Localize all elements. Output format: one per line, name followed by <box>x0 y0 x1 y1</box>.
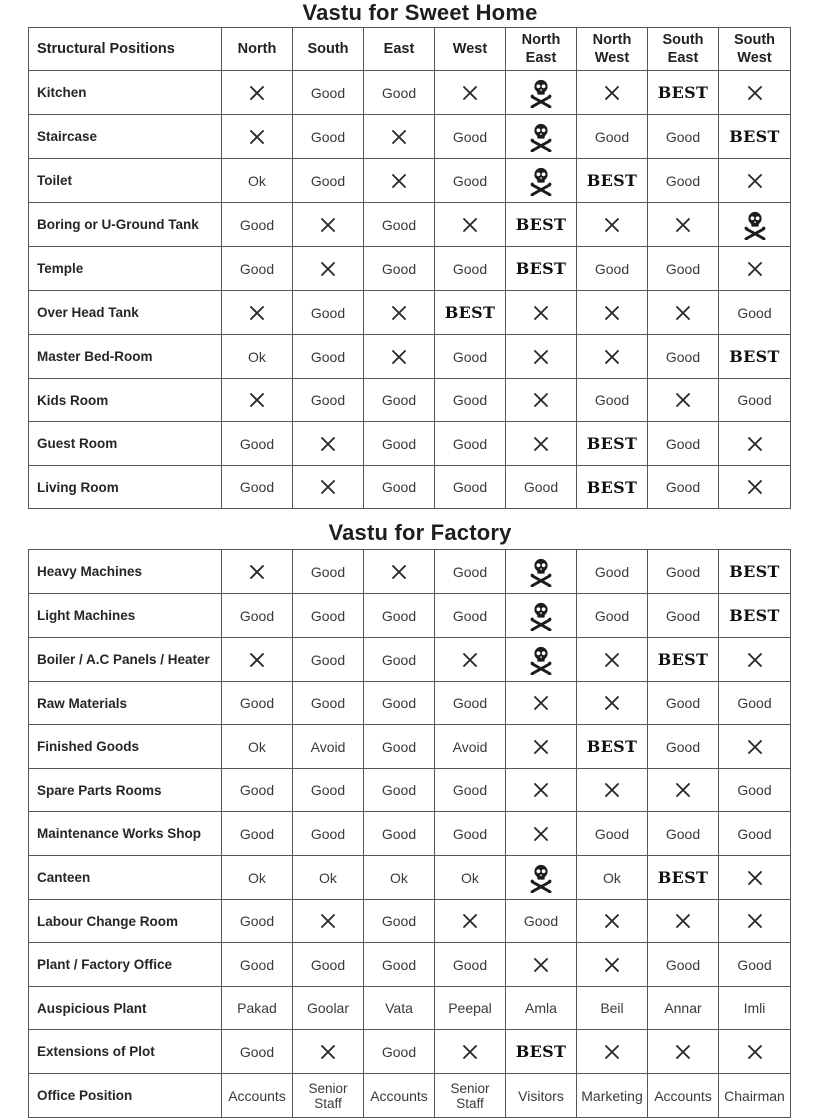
cross-icon <box>719 856 791 900</box>
rating-cell: Marketing <box>577 1074 648 1118</box>
cross-icon <box>577 335 648 379</box>
rating-cell: Good <box>222 812 293 856</box>
home-row <box>29 159 791 203</box>
cross-icon <box>222 550 293 594</box>
cross-icon <box>364 159 435 203</box>
cross-icon <box>364 291 435 335</box>
home-row <box>29 379 791 422</box>
cross-icon <box>222 379 293 422</box>
cross-icon <box>293 900 364 943</box>
factory-vastu-table <box>28 549 791 1118</box>
rating-cell: BEST <box>506 247 577 291</box>
factory-row <box>29 1030 791 1074</box>
rating-cell: Good <box>719 769 791 812</box>
cross-icon <box>506 422 577 466</box>
rating-cell: Good <box>719 379 791 422</box>
factory-row <box>29 1074 791 1118</box>
rating-cell: Good <box>719 812 791 856</box>
factory-row <box>29 769 791 812</box>
rating-cell: Annar <box>648 987 719 1030</box>
rating-cell: Good <box>364 422 435 466</box>
cross-icon <box>364 335 435 379</box>
rating-cell: Accounts <box>222 1074 293 1118</box>
rating-cell: Good <box>293 812 364 856</box>
cross-icon <box>648 900 719 943</box>
rating-cell: Ok <box>364 856 435 900</box>
skull-icon <box>506 115 577 159</box>
home-table-title: Vastu for Sweet Home <box>302 0 538 25</box>
rating-cell: Good <box>506 466 577 509</box>
rating-cell: BEST <box>577 422 648 466</box>
row-label: Extensions of Plot <box>29 1030 222 1074</box>
home-vastu-table <box>28 27 791 509</box>
cross-icon <box>506 943 577 987</box>
cross-icon <box>648 769 719 812</box>
cross-icon <box>506 769 577 812</box>
cross-icon <box>648 291 719 335</box>
cross-icon <box>293 422 364 466</box>
rating-cell: Good <box>293 291 364 335</box>
header-south-east: South East <box>648 28 719 71</box>
cross-icon <box>506 379 577 422</box>
skull-icon <box>506 594 577 638</box>
rating-cell: Ok <box>222 159 293 203</box>
rating-cell: Good <box>435 594 506 638</box>
row-label: Master Bed-Room <box>29 335 222 379</box>
cross-icon <box>222 638 293 682</box>
cross-icon <box>293 203 364 247</box>
row-label: Light Machines <box>29 594 222 638</box>
cross-icon <box>577 638 648 682</box>
rating-cell: Good <box>293 594 364 638</box>
rating-cell: Good <box>364 638 435 682</box>
rating-cell: Good <box>435 422 506 466</box>
skull-icon <box>506 159 577 203</box>
row-label: Finished Goods <box>29 725 222 769</box>
rating-cell: Pakad <box>222 987 293 1030</box>
row-label: Spare Parts Rooms <box>29 769 222 812</box>
rating-cell: Beil <box>577 987 648 1030</box>
cross-icon <box>719 422 791 466</box>
rating-cell: Imli <box>719 987 791 1030</box>
rating-cell: Good <box>648 115 719 159</box>
factory-row <box>29 987 791 1030</box>
rating-cell: Good <box>648 550 719 594</box>
cross-icon <box>577 769 648 812</box>
rating-cell: Ok <box>222 856 293 900</box>
rating-cell: Good <box>577 115 648 159</box>
row-label: Staircase <box>29 115 222 159</box>
cross-icon <box>435 900 506 943</box>
factory-row <box>29 900 791 943</box>
rating-cell: Good <box>648 725 719 769</box>
home-table-body <box>29 71 791 509</box>
header-south-west: South West <box>719 28 791 71</box>
rating-cell: Good <box>364 379 435 422</box>
rating-cell: Good <box>435 159 506 203</box>
row-label: Kids Room <box>29 379 222 422</box>
header-south: South <box>293 28 364 71</box>
cross-icon <box>293 466 364 509</box>
rating-cell: Good <box>222 466 293 509</box>
cross-icon <box>719 900 791 943</box>
rating-cell: Good <box>222 769 293 812</box>
factory-row <box>29 594 791 638</box>
rating-cell: Visitors <box>506 1074 577 1118</box>
cross-icon <box>577 71 648 115</box>
rating-cell: Good <box>222 203 293 247</box>
header-row <box>29 28 791 71</box>
home-row <box>29 203 791 247</box>
cross-icon <box>506 291 577 335</box>
header-west: West <box>435 28 506 71</box>
row-label: Office Position <box>29 1074 222 1118</box>
rating-cell: Accounts <box>648 1074 719 1118</box>
rating-cell: BEST <box>719 115 791 159</box>
row-label: Labour Change Room <box>29 900 222 943</box>
cross-icon <box>435 71 506 115</box>
rating-cell: Good <box>648 594 719 638</box>
row-label: Toilet <box>29 159 222 203</box>
rating-cell: Good <box>648 247 719 291</box>
row-label: Maintenance Works Shop <box>29 812 222 856</box>
cross-icon <box>577 943 648 987</box>
rating-cell: Ok <box>435 856 506 900</box>
home-row <box>29 466 791 509</box>
cross-icon <box>648 203 719 247</box>
skull-icon <box>506 71 577 115</box>
row-label: Temple <box>29 247 222 291</box>
rating-cell: BEST <box>648 71 719 115</box>
rating-cell: Good <box>364 594 435 638</box>
factory-row <box>29 812 791 856</box>
cross-icon <box>719 725 791 769</box>
rating-cell: Good <box>293 379 364 422</box>
rating-cell: Good <box>435 682 506 725</box>
rating-cell: Senior Staff <box>293 1074 364 1118</box>
factory-table-body <box>29 550 791 1118</box>
rating-cell: Good <box>648 682 719 725</box>
cross-icon <box>506 725 577 769</box>
rating-cell: Good <box>577 594 648 638</box>
rating-cell: Good <box>222 594 293 638</box>
rating-cell: Vata <box>364 987 435 1030</box>
rating-cell: BEST <box>577 159 648 203</box>
rating-cell: Good <box>648 943 719 987</box>
factory-row <box>29 943 791 987</box>
rating-cell: Good <box>648 422 719 466</box>
cross-icon <box>293 1030 364 1074</box>
factory-row <box>29 682 791 725</box>
rating-cell: BEST <box>577 725 648 769</box>
rating-cell: Good <box>364 1030 435 1074</box>
rating-cell: Good <box>435 247 506 291</box>
row-label: Over Head Tank <box>29 291 222 335</box>
rating-cell: Good <box>577 550 648 594</box>
rating-cell: Good <box>364 682 435 725</box>
rating-cell: BEST <box>577 466 648 509</box>
rating-cell: Good <box>293 769 364 812</box>
rating-cell: Avoid <box>293 725 364 769</box>
rating-cell: Good <box>577 812 648 856</box>
cross-icon <box>719 247 791 291</box>
header-north-west: North West <box>577 28 648 71</box>
rating-cell: Good <box>293 335 364 379</box>
rating-cell: Good <box>364 769 435 812</box>
rating-cell: Good <box>222 682 293 725</box>
cross-icon <box>577 682 648 725</box>
rating-cell: BEST <box>648 856 719 900</box>
rating-cell: Good <box>364 71 435 115</box>
rating-cell: Good <box>719 291 791 335</box>
skull-icon <box>506 638 577 682</box>
cross-icon <box>577 291 648 335</box>
rating-cell: BEST <box>506 203 577 247</box>
home-row <box>29 71 791 115</box>
skull-icon <box>506 550 577 594</box>
header-north: North <box>222 28 293 71</box>
rating-cell: Good <box>435 550 506 594</box>
rating-cell: Good <box>222 900 293 943</box>
rating-cell: Good <box>435 115 506 159</box>
rating-cell: Amla <box>506 987 577 1030</box>
rating-cell: Goolar <box>293 987 364 1030</box>
factory-row <box>29 550 791 594</box>
rating-cell: Accounts <box>364 1074 435 1118</box>
rating-cell: Good <box>719 682 791 725</box>
rating-cell: Good <box>364 247 435 291</box>
rating-cell: Good <box>648 335 719 379</box>
rating-cell: Good <box>222 422 293 466</box>
rating-cell: Good <box>648 812 719 856</box>
rating-cell: Ok <box>577 856 648 900</box>
cross-icon <box>648 1030 719 1074</box>
home-row <box>29 422 791 466</box>
cross-icon <box>364 115 435 159</box>
rating-cell: Good <box>222 247 293 291</box>
rating-cell: Good <box>222 1030 293 1074</box>
rating-cell: Good <box>435 379 506 422</box>
cross-icon <box>577 1030 648 1074</box>
rating-cell: Good <box>506 900 577 943</box>
rating-cell: BEST <box>719 335 791 379</box>
rating-cell: Good <box>293 550 364 594</box>
skull-icon <box>506 856 577 900</box>
cross-icon <box>648 379 719 422</box>
rating-cell: Good <box>648 159 719 203</box>
cross-icon <box>719 466 791 509</box>
cross-icon <box>222 115 293 159</box>
factory-row <box>29 638 791 682</box>
factory-row <box>29 725 791 769</box>
rating-cell: Ok <box>222 725 293 769</box>
row-label: Boiler / A.C Panels / Heater <box>29 638 222 682</box>
factory-row <box>29 856 791 900</box>
cross-icon <box>435 1030 506 1074</box>
rating-cell: Good <box>293 638 364 682</box>
cross-icon <box>577 203 648 247</box>
row-label: Guest Room <box>29 422 222 466</box>
cross-icon <box>506 682 577 725</box>
rating-cell: Good <box>222 943 293 987</box>
cross-icon <box>577 900 648 943</box>
rating-cell: Good <box>364 812 435 856</box>
home-row <box>29 115 791 159</box>
rating-cell: Good <box>364 203 435 247</box>
rating-cell: BEST <box>719 594 791 638</box>
rating-cell: Good <box>293 943 364 987</box>
rating-cell: Good <box>293 682 364 725</box>
row-label: Canteen <box>29 856 222 900</box>
home-row <box>29 291 791 335</box>
cross-icon <box>719 71 791 115</box>
cross-icon <box>506 335 577 379</box>
rating-cell: BEST <box>435 291 506 335</box>
cross-icon <box>222 291 293 335</box>
factory-table-title: Vastu for Factory <box>328 520 512 545</box>
cross-icon <box>719 638 791 682</box>
home-row <box>29 247 791 291</box>
cross-icon <box>719 1030 791 1074</box>
rating-cell: Ok <box>293 856 364 900</box>
rating-cell: Good <box>364 900 435 943</box>
rating-cell: Good <box>435 812 506 856</box>
cross-icon <box>364 550 435 594</box>
rating-cell: Good <box>364 943 435 987</box>
row-label: Kitchen <box>29 71 222 115</box>
row-label: Living Room <box>29 466 222 509</box>
rating-cell: Good <box>648 466 719 509</box>
cross-icon <box>435 203 506 247</box>
row-label: Heavy Machines <box>29 550 222 594</box>
rating-cell: Good <box>364 466 435 509</box>
header-east: East <box>364 28 435 71</box>
rating-cell: BEST <box>719 550 791 594</box>
rating-cell: Chairman <box>719 1074 791 1118</box>
rating-cell: Good <box>577 379 648 422</box>
skull-icon <box>719 203 791 247</box>
row-label: Raw Materials <box>29 682 222 725</box>
rating-cell: Avoid <box>435 725 506 769</box>
rating-cell: Good <box>435 943 506 987</box>
rating-cell: Peepal <box>435 987 506 1030</box>
header-north-east: North East <box>506 28 577 71</box>
header-structural-positions: Structural Positions <box>29 28 222 71</box>
row-label: Plant / Factory Office <box>29 943 222 987</box>
rating-cell: Good <box>435 466 506 509</box>
rating-cell: BEST <box>506 1030 577 1074</box>
cross-icon <box>506 812 577 856</box>
cross-icon <box>293 247 364 291</box>
rating-cell: Good <box>364 725 435 769</box>
home-row <box>29 335 791 379</box>
rating-cell: Good <box>293 115 364 159</box>
rating-cell: Good <box>293 159 364 203</box>
rating-cell: BEST <box>648 638 719 682</box>
rating-cell: Ok <box>222 335 293 379</box>
rating-cell: Senior Staff <box>435 1074 506 1118</box>
rating-cell: Good <box>577 247 648 291</box>
rating-cell: Good <box>293 71 364 115</box>
row-label: Boring or U-Ground Tank <box>29 203 222 247</box>
cross-icon <box>719 159 791 203</box>
rating-cell: Good <box>435 335 506 379</box>
rating-cell: Good <box>435 769 506 812</box>
cross-icon <box>435 638 506 682</box>
rating-cell: Good <box>719 943 791 987</box>
row-label: Auspicious Plant <box>29 987 222 1030</box>
cross-icon <box>222 71 293 115</box>
